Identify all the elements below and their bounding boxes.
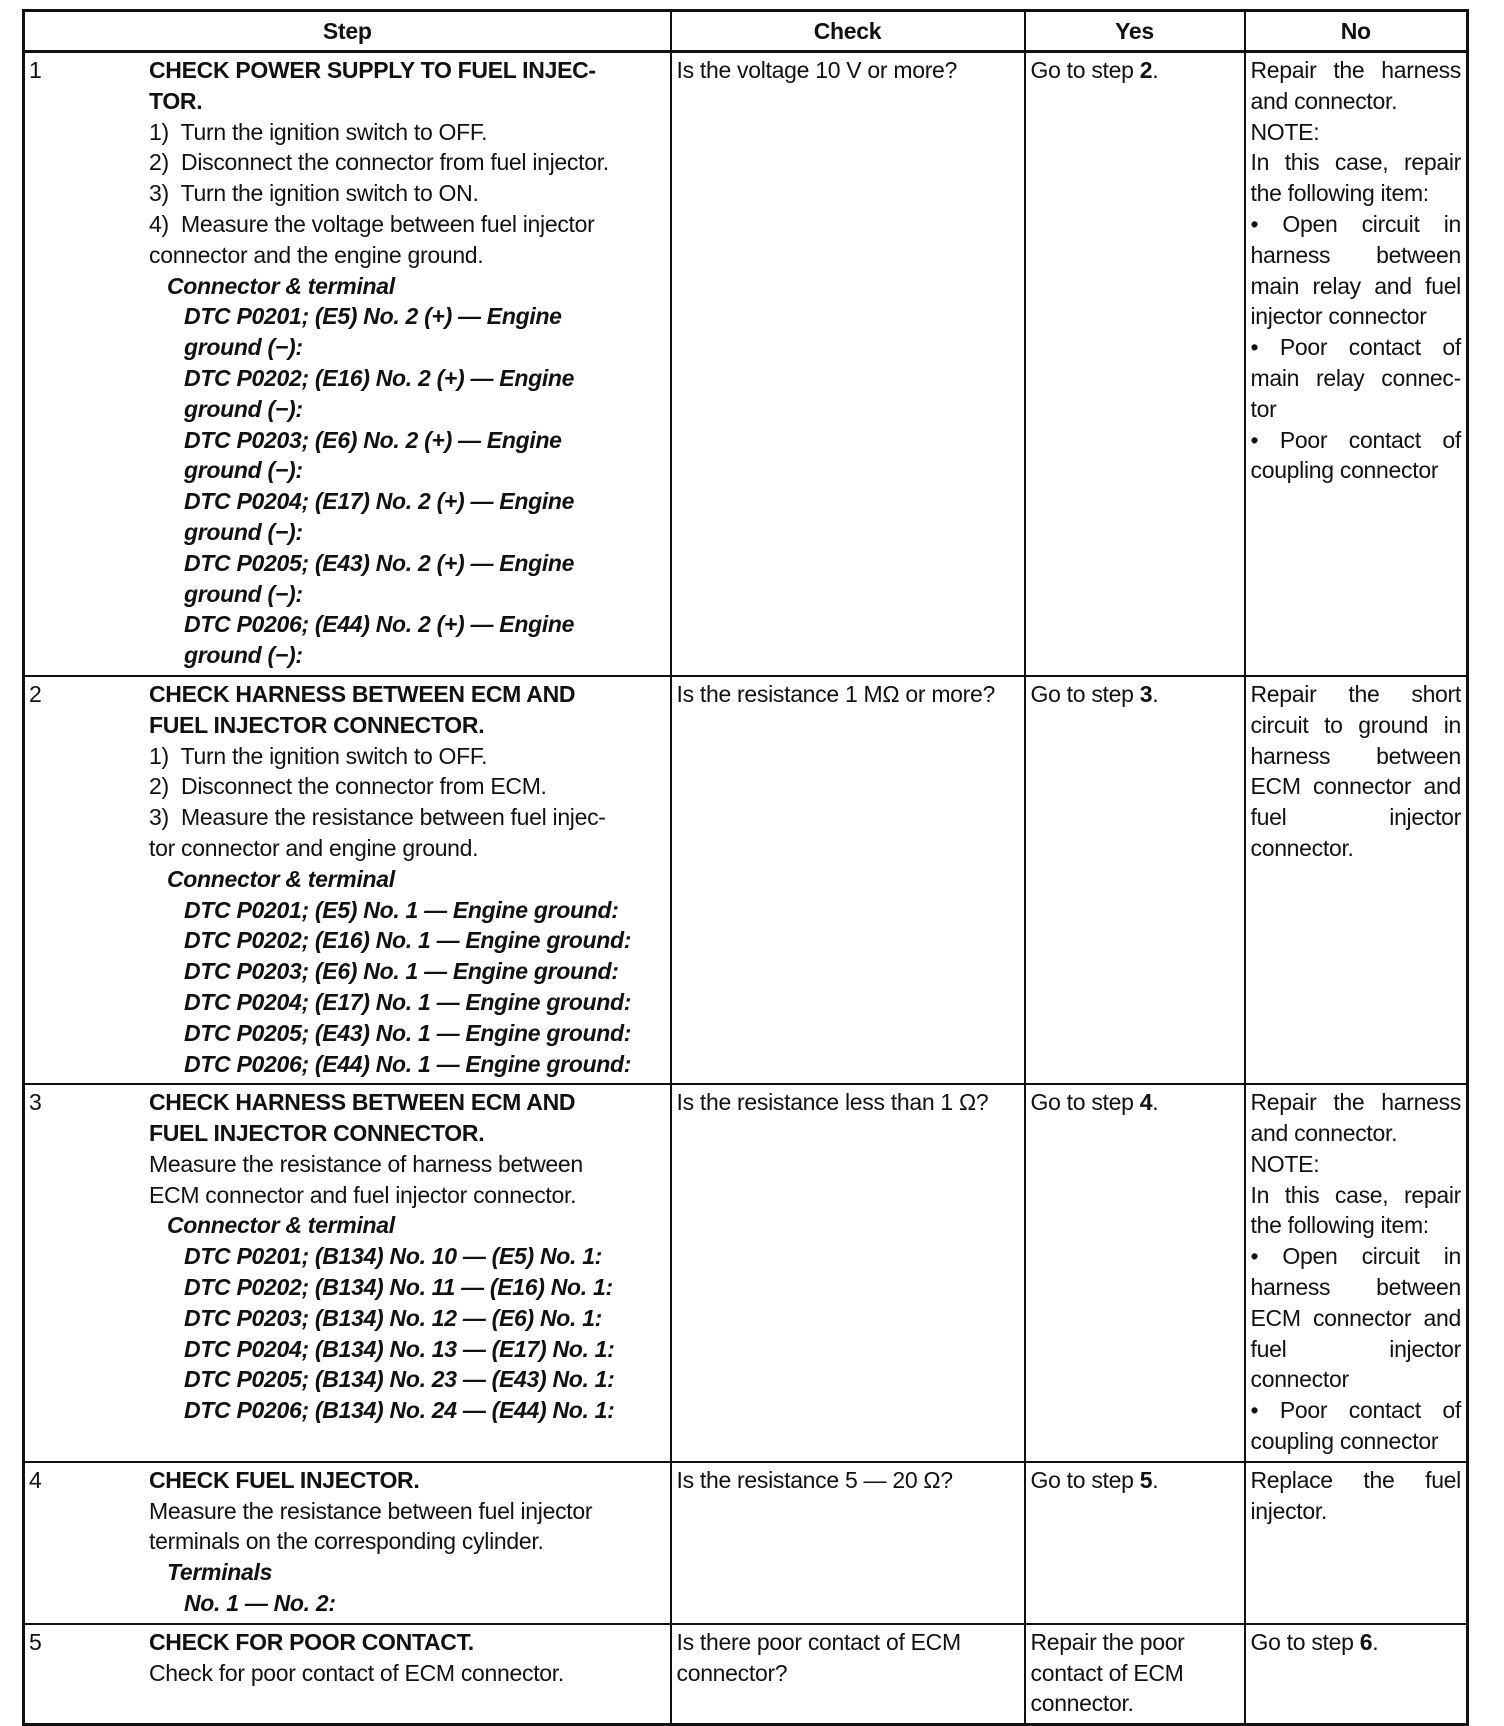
- terminal-list: DTC P0201; (E5) No. 1 — Engine ground: DTC P0202; (E16) No. 1 — Engine ground: DTC P0203; (E6) No. 1 — Engine ground: DTC P0204; (E17) No. 1 — Engine ground: DTC P0205; (E43) No. 1 — Engine ground: DTC P0206; (E44) No. 1 — Engine ground:: [184, 896, 632, 1077]
- step-number: 2: [29, 680, 42, 707]
- diagnostic-procedure-table: [22, 9, 1469, 1726]
- terminal-label: Connector & terminal: [167, 865, 395, 892]
- yes-step-number: 5: [1139, 1466, 1153, 1493]
- no-text-suffix: .: [1372, 1628, 1379, 1655]
- check-cell: Is the voltage 10 V or more?: [671, 52, 1025, 676]
- yes-text: Repair the poor contact of ECM connector.: [1030, 1628, 1185, 1717]
- step-instructions: 1) Turn the ignition switch to OFF. 2) Disconnect the connector from ECM. 3) Measure the resistance between fuel injec- tor connector and engine ground.: [149, 742, 606, 861]
- yes-text: Go to step: [1030, 1466, 1140, 1493]
- no-paragraph: Repair the harness and connector.: [1250, 57, 1461, 114]
- table-row: [24, 1084, 1468, 1462]
- step-cell: [24, 1462, 671, 1624]
- terminal-label: Connector & terminal: [167, 272, 395, 299]
- step-title: CHECK HARNESS BETWEEN ECM AND FUEL INJECTOR CONNECTOR.: [149, 680, 576, 738]
- yes-text-suffix: .: [1152, 57, 1159, 83]
- header-no: No: [1245, 11, 1468, 52]
- yes-step-number: 4: [1139, 1089, 1153, 1116]
- step-number: 5: [29, 1628, 42, 1655]
- yes-text-suffix: .: [1152, 680, 1159, 707]
- yes-text: Go to step: [1030, 57, 1140, 83]
- check-cell: Is the resistance 1 MΩ or more?: [671, 676, 1025, 1084]
- no-paragraph: In this case, repair the following item:: [1250, 149, 1461, 207]
- step-title: CHECK FOR POOR CONTACT.: [149, 1628, 474, 1655]
- yes-cell: [1025, 1624, 1245, 1725]
- yes-cell: [1025, 1462, 1245, 1624]
- no-paragraph: NOTE:: [1250, 118, 1320, 145]
- yes-text: Go to step: [1030, 680, 1140, 707]
- step-number: 4: [29, 1466, 42, 1493]
- header-yes: Yes: [1025, 11, 1245, 52]
- no-paragraph: Repair the short circuit to ground in harness between ECM connector and fuel injector connector.: [1250, 680, 1461, 861]
- no-cell: [1245, 52, 1468, 676]
- step-instructions: 1) Turn the ignition switch to OFF. 2) Disconnect the connector from fuel injector. 3) Turn the ignition switch to ON. 4) Measure the voltage between fuel injector connector and the engine ground.: [149, 118, 609, 268]
- header-check: Check: [671, 11, 1025, 52]
- no-paragraph: Repair the harness and connector.: [1250, 1089, 1461, 1147]
- no-paragraph: • Open circuit in harness between main relay and fuel injector connector: [1250, 210, 1461, 330]
- no-cell: [1245, 1462, 1468, 1624]
- step-number: 3: [29, 1089, 42, 1116]
- yes-step-number: 2: [1139, 57, 1153, 83]
- no-paragraph: Replace the fuel injector.: [1250, 1466, 1461, 1524]
- no-cell: [1245, 676, 1468, 1084]
- terminal-list: DTC P0201; (E5) No. 2 (+) — Engine ground (−): DTC P0202; (E16) No. 2 (+) — Engine ground (−): DTC P0203; (E6) No. 2 (+) — Engine ground (−): DTC P0204; (E17) No. 2 (+) — Engine ground (−): DTC P0205; (E43) No. 2 (+) — Engine ground (−): DTC P0206; (E44) No. 2 (+) — Engine ground (−):: [184, 303, 575, 669]
- no-cell: [1245, 1084, 1468, 1462]
- terminal-list: DTC P0201; (B134) No. 10 — (E5) No. 1: DTC P0202; (B134) No. 11 — (E16) No. 1: DTC P0203; (B134) No. 12 — (E6) No. 1: DTC P0204; (B134) No. 13 — (E17) No. 1: DTC P0205; (B134) No. 23 — (E43) No. 1: DTC P0206; (B134) No. 24 — (E44) No. 1:: [184, 1243, 615, 1424]
- step-title: CHECK HARNESS BETWEEN ECM AND FUEL INJECTOR CONNECTOR.: [149, 1089, 576, 1147]
- terminal-label: Terminals: [167, 1559, 273, 1586]
- step-cell: [24, 52, 671, 676]
- step-cell: [24, 1624, 671, 1725]
- yes-text-suffix: .: [1152, 1089, 1159, 1116]
- step-instructions: Measure the resistance of harness between ECM connector and fuel injector connector.: [149, 1150, 583, 1208]
- no-paragraph: • Poor contact of coupling connector: [1250, 426, 1461, 484]
- table-row: [24, 1624, 1468, 1725]
- check-cell: Is the resistance 5 — 20 Ω?: [671, 1462, 1025, 1624]
- terminal-label: Connector & terminal: [167, 1212, 395, 1239]
- step-cell: [24, 676, 671, 1084]
- step-instructions: Check for poor contact of ECM connector.: [149, 1659, 564, 1686]
- table-header: [24, 11, 1468, 52]
- yes-cell: [1025, 52, 1245, 676]
- table-row: [24, 1462, 1468, 1624]
- header-step: Step: [24, 11, 671, 52]
- check-cell: Is there poor contact of ECM connector?: [671, 1624, 1025, 1725]
- no-text: Go to step: [1250, 1628, 1360, 1655]
- table-row: [24, 52, 1468, 676]
- yes-cell: [1025, 1084, 1245, 1462]
- no-step-number: 6: [1359, 1628, 1373, 1655]
- no-paragraph: In this case, repair the following item:: [1250, 1181, 1461, 1239]
- yes-text-suffix: .: [1152, 1466, 1159, 1493]
- yes-step-number: 3: [1139, 680, 1153, 707]
- no-paragraph: NOTE:: [1250, 1150, 1320, 1177]
- table-row: [24, 676, 1468, 1084]
- no-paragraph: • Poor contact of main relay connec-tor: [1250, 334, 1461, 422]
- yes-cell: [1025, 676, 1245, 1084]
- yes-text: Go to step: [1030, 1089, 1140, 1116]
- no-cell: [1245, 1624, 1468, 1725]
- no-paragraph: • Open circuit in harness between ECM connector and fuel injector connector: [1250, 1243, 1461, 1393]
- terminal-list: No. 1 — No. 2:: [184, 1590, 336, 1617]
- step-title: CHECK POWER SUPPLY TO FUEL INJEC- TOR.: [149, 57, 596, 114]
- step-instructions: Measure the resistance between fuel injector terminals on the corresponding cylinder.: [149, 1497, 593, 1555]
- step-title: CHECK FUEL INJECTOR.: [149, 1466, 420, 1493]
- check-cell: Is the resistance less than 1 Ω?: [671, 1084, 1025, 1462]
- no-paragraph: • Poor contact of coupling connector: [1250, 1397, 1461, 1455]
- step-cell: [24, 1084, 671, 1462]
- step-number: 1: [29, 57, 42, 83]
